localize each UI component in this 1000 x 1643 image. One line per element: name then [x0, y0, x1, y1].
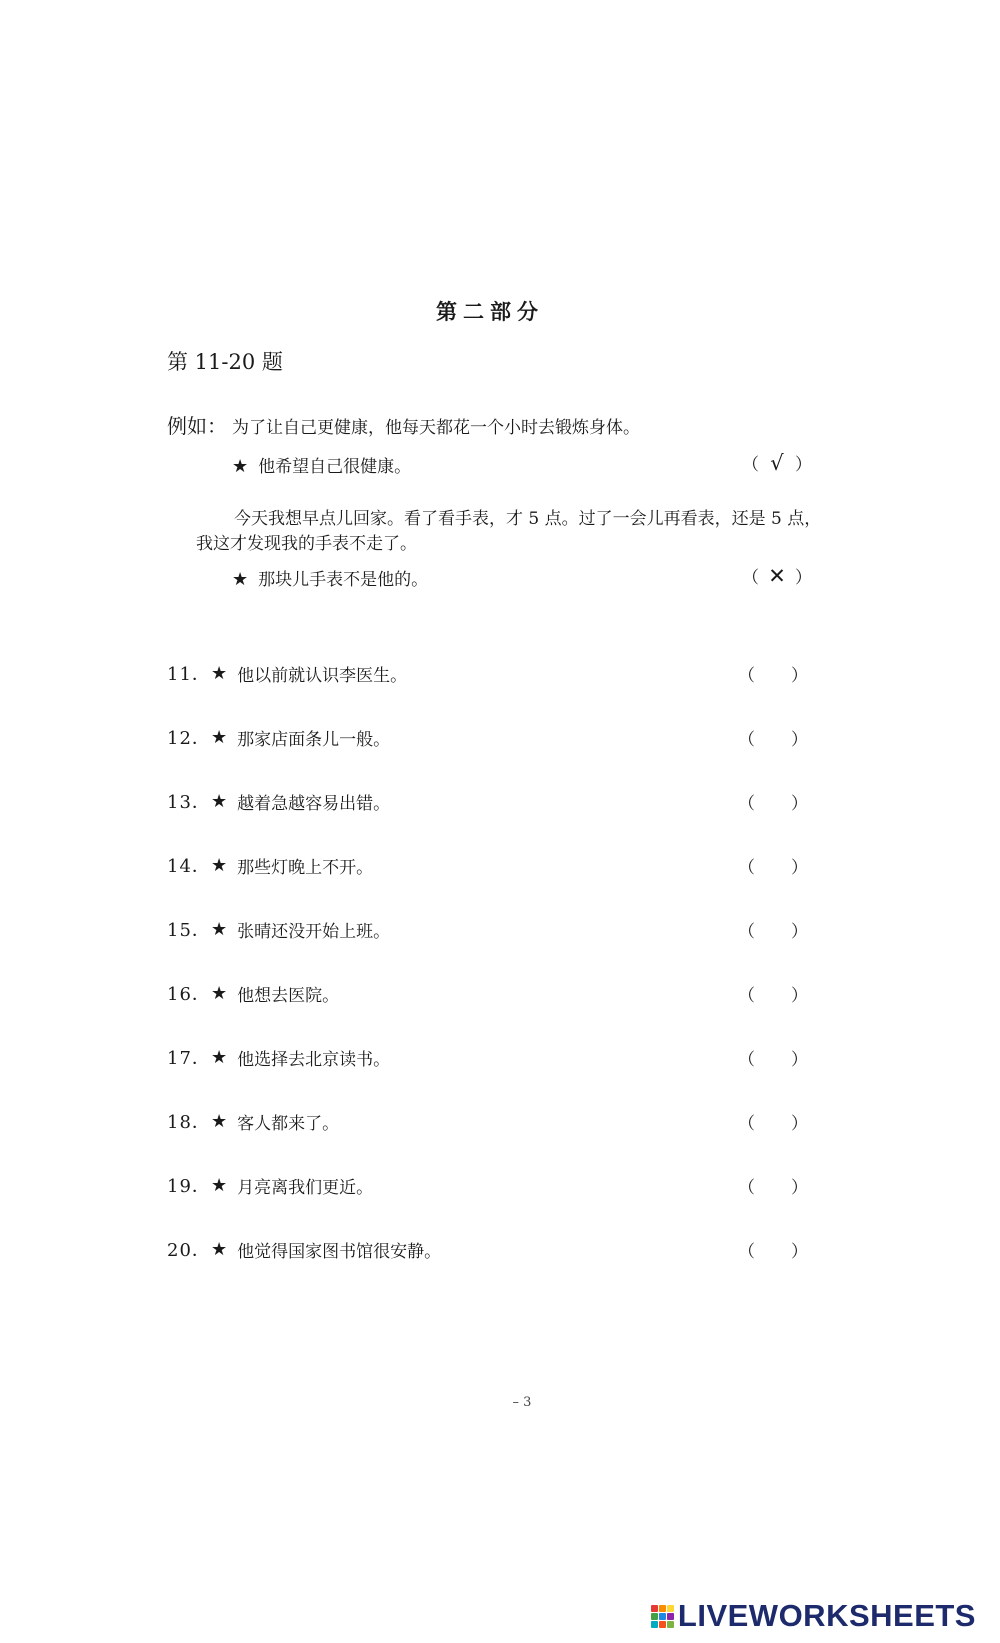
paren-open: （ — [742, 455, 759, 475]
answer-box-11[interactable] — [738, 661, 808, 686]
logo-square — [651, 1605, 658, 1612]
question-14 — [167, 852, 373, 878]
paren-open: （ — [738, 794, 755, 814]
answer-box-16[interactable] — [738, 981, 808, 1006]
answer-box-15[interactable] — [738, 917, 808, 942]
question-number: 12． — [167, 728, 211, 749]
cross-mark-icon: ✕ — [768, 563, 786, 588]
paren-close: ） — [791, 1114, 808, 1134]
question-12 — [167, 724, 390, 750]
star-icon: ★ — [211, 918, 228, 940]
question-text: 那些灯晚上不开。 — [237, 857, 374, 878]
paren-close: ） — [791, 1050, 808, 1070]
question-text: 他以前就认识李医生。 — [237, 665, 408, 686]
example-statement-2-text: 那块儿手表不是他的。 — [258, 570, 429, 590]
question-text: 那家店面条儿一般。 — [237, 729, 391, 750]
question-text: 他想去医院。 — [237, 985, 340, 1006]
question-number: 17． — [167, 1048, 211, 1069]
answer-box-20[interactable] — [738, 1237, 808, 1262]
section-title: 第二部分 — [436, 299, 544, 324]
question-number: 19． — [167, 1176, 211, 1197]
example-statement-2 — [232, 565, 428, 590]
question-number: 15． — [167, 920, 211, 941]
star-icon: ★ — [211, 982, 228, 1004]
paren-close: ） — [791, 794, 808, 814]
answer-box-19[interactable] — [738, 1173, 808, 1198]
question-17 — [167, 1044, 390, 1070]
question-text: 张晴还没开始上班。 — [237, 921, 391, 942]
question-19 — [167, 1172, 373, 1198]
question-range: 第 11-20 题 — [167, 350, 283, 374]
liveworksheets-icon — [651, 1605, 674, 1628]
star-icon: ★ — [232, 569, 249, 590]
star-icon: ★ — [211, 662, 228, 684]
example-statement-1 — [232, 452, 411, 477]
question-15 — [167, 916, 390, 942]
question-20 — [167, 1236, 441, 1262]
example-statement-1-text: 他希望自己很健康。 — [258, 457, 412, 477]
star-icon: ★ — [211, 1174, 228, 1196]
paren-close: ） — [791, 858, 808, 878]
answer-box-14[interactable] — [738, 853, 808, 878]
paren-close: ） — [791, 922, 808, 942]
star-icon: ★ — [211, 854, 228, 876]
paren-open: （ — [738, 666, 755, 686]
paren-open: （ — [738, 1242, 755, 1262]
paren-close: ） — [791, 666, 808, 686]
paren-close: ） — [794, 568, 812, 588]
example-passage: 今天我想早点儿回家。看了看手表，才 5 点。过了一会儿再看表，还是 5 点，我这才发现我的手表不走了。 — [196, 509, 822, 554]
star-icon: ★ — [211, 726, 228, 748]
paren-open: （ — [738, 1178, 755, 1198]
liveworksheets-wordmark: LIVEWORKSHEETS — [677, 1598, 976, 1633]
question-16 — [167, 980, 339, 1006]
example-answer-2-box — [742, 563, 812, 588]
question-text: 客人都来了。 — [237, 1113, 340, 1134]
question-number: 14． — [167, 856, 211, 877]
question-text: 他选择去北京读书。 — [237, 1049, 391, 1070]
logo-square — [659, 1621, 666, 1628]
example-answer-1-box — [742, 450, 812, 475]
example-text: 为了让自己更健康，他每天都花一个小时去锻炼身体。 — [232, 418, 640, 438]
paren-close: ） — [791, 986, 808, 1006]
paren-open: （ — [738, 922, 755, 942]
paren-close: ） — [791, 1242, 808, 1262]
question-13 — [167, 788, 390, 814]
star-icon: ★ — [211, 1046, 228, 1068]
question-text: 他觉得国家图书馆很安静。 — [237, 1241, 442, 1262]
logo-square — [659, 1613, 666, 1620]
star-icon: ★ — [211, 790, 228, 812]
answer-box-18[interactable] — [738, 1109, 808, 1134]
check-mark-icon: √ — [770, 450, 784, 475]
paren-close: ） — [791, 1178, 808, 1198]
question-number: 20． — [167, 1240, 211, 1261]
answer-box-17[interactable] — [738, 1045, 808, 1070]
question-text: 月亮离我们更近。 — [237, 1177, 374, 1198]
example-label: 例如： — [167, 414, 227, 438]
question-number: 16． — [167, 984, 211, 1005]
logo-square — [667, 1613, 674, 1620]
logo-square — [651, 1621, 658, 1628]
paren-open: （ — [738, 858, 755, 878]
liveworksheets-logo[interactable] — [651, 1598, 976, 1634]
paren-open: （ — [738, 986, 755, 1006]
answer-box-12[interactable] — [738, 725, 808, 750]
paren-close: ） — [794, 455, 812, 475]
question-number: 13． — [167, 792, 211, 813]
question-11 — [167, 660, 407, 686]
paren-open: （ — [738, 730, 755, 750]
star-icon: ★ — [211, 1110, 228, 1132]
paren-open: （ — [742, 568, 759, 588]
logo-square — [667, 1621, 674, 1628]
logo-square — [651, 1613, 658, 1620]
question-18 — [167, 1108, 339, 1134]
question-text: 越着急越容易出错。 — [237, 793, 391, 814]
star-icon: ★ — [232, 456, 249, 477]
question-number: 18． — [167, 1112, 211, 1133]
paren-open: （ — [738, 1114, 755, 1134]
paren-open: （ — [738, 1050, 755, 1070]
paren-close: ） — [791, 730, 808, 750]
answer-box-13[interactable] — [738, 789, 808, 814]
star-icon: ★ — [211, 1238, 228, 1260]
page-number: – 3 — [512, 1395, 532, 1410]
logo-square — [659, 1605, 666, 1612]
question-number: 11． — [167, 664, 211, 685]
logo-square — [667, 1605, 674, 1612]
